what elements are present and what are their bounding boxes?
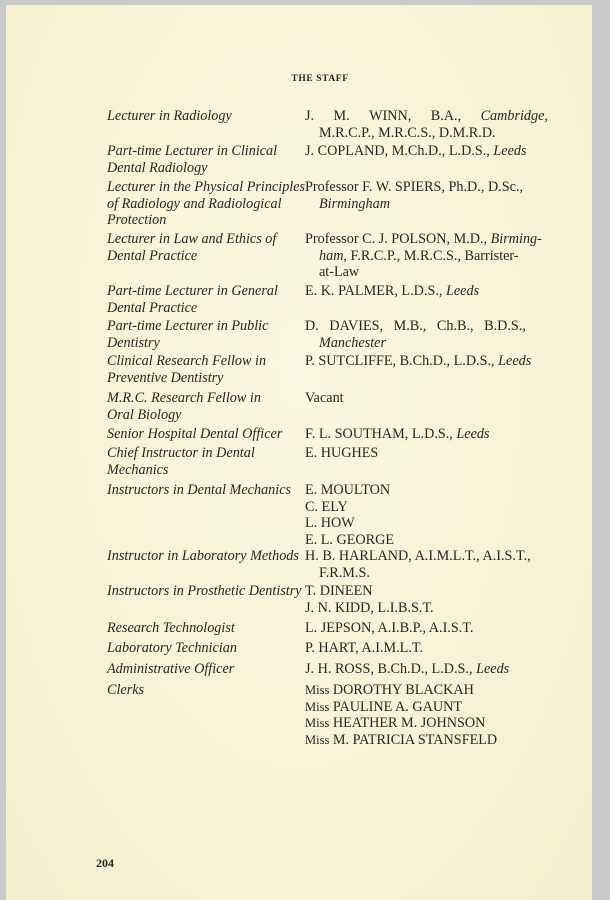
role-line: Part-time Lecturer in Clinical xyxy=(107,143,278,159)
name-text: PAULINE A. GAUNT xyxy=(332,698,463,715)
role-line: Administrative Officer xyxy=(107,661,235,677)
role-title xyxy=(107,620,297,637)
role-line: Instructor in Laboratory Methods xyxy=(107,548,299,564)
name-text: J. COPLAND, M.Ch.D., L.D.S., xyxy=(305,143,490,159)
name-line xyxy=(305,108,548,125)
role-line: Dental Radiology xyxy=(107,159,208,176)
name-text: F.R.C.P., M.R.C.S., Barrister- xyxy=(350,247,519,264)
role-line: Instructors in Prosthetic Dentistry xyxy=(107,583,302,599)
name-place: Leeds xyxy=(456,426,490,442)
name-place: ham, xyxy=(319,247,347,264)
name-part: B.A., xyxy=(430,108,462,124)
staff-name xyxy=(305,661,548,678)
name-continuation: at-Law xyxy=(319,264,360,280)
honorific: Miss xyxy=(305,683,330,697)
role-title xyxy=(107,445,297,478)
name-text: F. L. SOUTHAM, L.D.S., xyxy=(305,426,453,442)
role-title xyxy=(107,482,297,499)
clerk-list xyxy=(305,682,548,748)
staff-name xyxy=(305,640,548,657)
name-text: J. N. KIDD, L.I.B.S.T. xyxy=(305,600,434,616)
name-part: J. xyxy=(305,108,315,124)
staff-name xyxy=(305,548,548,581)
name-text: E. L. GEORGE xyxy=(305,531,395,548)
name-text: H. B. HARLAND, A.I.M.L.T., A.I.S.T., xyxy=(305,548,531,564)
name-place: Leeds xyxy=(445,283,480,299)
role-line: Dental Practice xyxy=(107,299,198,316)
honorific: Miss xyxy=(305,732,330,747)
name-text: L. HOW xyxy=(305,515,355,531)
name-part: M. xyxy=(333,108,350,124)
role-line: Laboratory Technician xyxy=(107,640,237,656)
clerk-item xyxy=(305,699,548,716)
role-title xyxy=(107,640,297,657)
role-line: Preventive Dentistry xyxy=(107,369,224,386)
role-title xyxy=(107,583,302,600)
role-title xyxy=(107,390,297,423)
staff-name xyxy=(305,108,548,141)
clerk-item xyxy=(305,715,548,732)
role-line: Clinical Research Fellow in xyxy=(107,353,267,369)
honorific: Miss xyxy=(305,716,330,730)
name-place: Leeds xyxy=(476,661,510,677)
role-line: Part-time Lecturer in General xyxy=(107,283,278,299)
name-text: Vacant xyxy=(305,390,344,406)
name-text: M. PATRICIA STANSFELD xyxy=(332,731,498,748)
clerk-item xyxy=(305,732,548,749)
staff-name xyxy=(305,445,548,462)
role-line: Lecturer in Law and Ethics of xyxy=(107,231,277,247)
role-title xyxy=(107,682,297,699)
role-title xyxy=(107,283,297,316)
role-title xyxy=(107,143,297,176)
staff-name-list xyxy=(305,583,548,617)
role-title xyxy=(107,179,306,229)
name-continuation: F.R.M.S. xyxy=(319,564,370,581)
role-title xyxy=(107,661,297,678)
role-line: Chief Instructor in Dental xyxy=(107,445,255,461)
role-line: Lecturer in the Physical Principles xyxy=(107,179,306,195)
page-header: THE STAFF xyxy=(291,74,349,84)
role-line: Research Technologist xyxy=(107,620,235,636)
name-text: DOROTHY BLACKAH xyxy=(332,682,474,698)
name-continuation: Manchester xyxy=(319,334,386,351)
staff-name xyxy=(305,143,548,160)
role-line: Dental Practice xyxy=(107,247,198,264)
name-place: Leeds xyxy=(498,353,532,369)
role-line: Senior Hospital Dental Officer xyxy=(107,426,283,442)
honorific: Miss xyxy=(305,699,330,714)
name-text: P. HART, A.I.M.L.T. xyxy=(305,640,424,656)
name-place: Leeds xyxy=(493,143,527,159)
role-line: Protection xyxy=(107,212,167,228)
page-number: 204 xyxy=(96,856,114,870)
role-line: Part-time Lecturer in Public xyxy=(107,318,269,334)
staff-name xyxy=(305,620,548,637)
role-line: M.R.C. Research Fellow in xyxy=(107,390,261,406)
role-title xyxy=(107,426,297,443)
name-text: P. SUTCLIFFE, B.Ch.D., L.D.S., xyxy=(305,353,495,369)
role-line: Lecturer in Radiology xyxy=(107,108,232,124)
staff-name xyxy=(305,283,548,300)
role-line: Mechanics xyxy=(107,461,169,478)
name-text: D. DAVIES, M.B., Ch.B., B.D.S., xyxy=(305,318,526,334)
name-text: J. H. ROSS, B.Ch.D., L.D.S., xyxy=(305,661,473,677)
name-text: Professor C. J. POLSON, M.D., xyxy=(305,231,488,247)
staff-name-list xyxy=(305,482,548,548)
name-continuation: M.R.C.P., M.R.C.S., D.M.R.D. xyxy=(319,124,496,141)
role-line: Clerks xyxy=(107,682,145,698)
staff-name xyxy=(305,318,548,351)
staff-name xyxy=(305,179,548,212)
name-continuation: Birmingham xyxy=(319,195,390,212)
name-text: T. DINEEN xyxy=(305,583,373,599)
staff-name xyxy=(305,390,548,407)
staff-name xyxy=(305,426,548,443)
staff-name xyxy=(305,231,548,281)
name-continuation xyxy=(305,248,548,265)
name-text: E. K. PALMER, L.D.S., xyxy=(305,283,443,299)
role-line: Instructors in Dental Mechanics xyxy=(107,482,292,498)
clerk-item xyxy=(305,682,548,699)
role-line: Oral Biology xyxy=(107,406,182,423)
name-text: E. MOULTON xyxy=(305,482,391,498)
role-title xyxy=(107,318,297,351)
name-place: Birming- xyxy=(490,231,542,247)
role-title xyxy=(107,231,297,264)
name-part: WINN, xyxy=(369,108,412,124)
staff-name xyxy=(305,353,548,370)
role-title xyxy=(107,108,297,125)
name-part: Cambridge, xyxy=(480,108,548,124)
name-text: Professor F. W. SPIERS, Ph.D., D.Sc., xyxy=(305,179,524,195)
role-line: Dentistry xyxy=(107,334,160,351)
name-text: C. ELY xyxy=(305,498,348,515)
role-title xyxy=(107,353,297,386)
name-text: E. HUGHES xyxy=(305,445,379,461)
role-title xyxy=(107,548,297,565)
name-text: HEATHER M. JOHNSON xyxy=(332,715,486,731)
name-text: L. JEPSON, A.I.B.P., A.I.S.T. xyxy=(305,620,474,636)
role-line: of Radiology and Radiological xyxy=(107,195,282,212)
